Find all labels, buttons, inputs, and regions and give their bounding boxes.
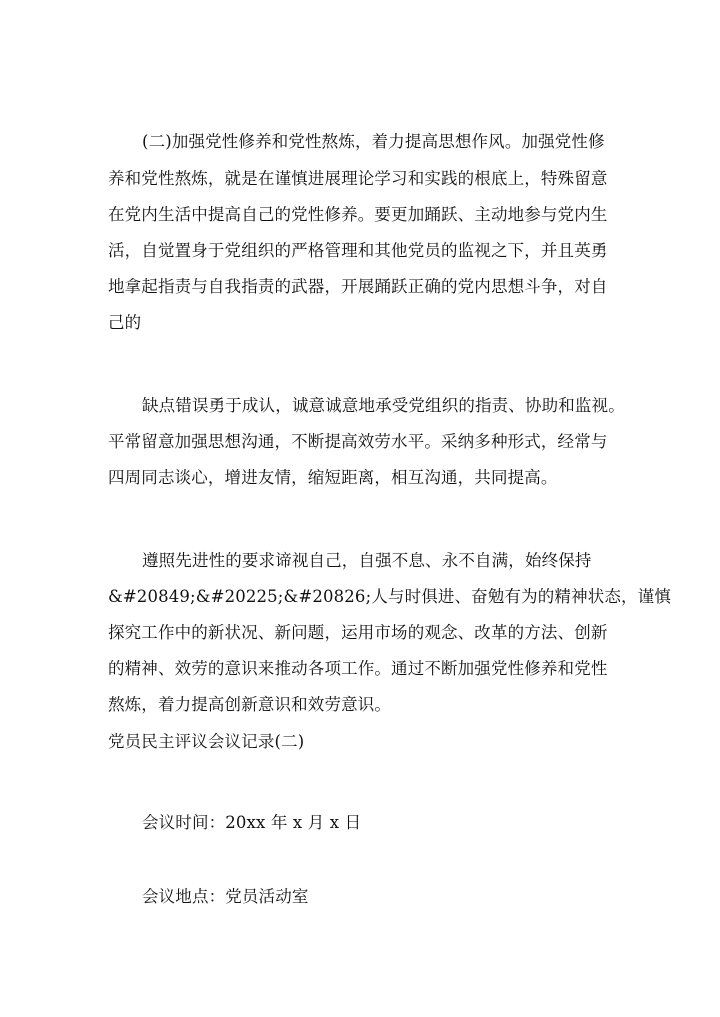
paragraph1-line-5: 地拿起指责与自我指责的武器，开展踊跃正确的党内思想斗争，对自 — [108, 277, 608, 296]
meeting-place: 会议地点：党员活动室 — [142, 887, 309, 906]
paragraph2-line-1: 缺点错误勇于成认，诚意诚意地承受党组织的指责、协助和监视。 — [142, 396, 625, 415]
paragraph3-line-2: &#20849;&#20225;&#20826;人与时俱进、奋勉有为的精神状态，谨慎 — [108, 587, 671, 606]
paragraph1-line-3: 在党内生活中提高自己的党性修养。要更加踊跃、主动地参与党内生 — [108, 205, 608, 224]
paragraph1-line-6: 己的 — [108, 313, 142, 332]
paragraph2-line-3: 四周同志谈心，增进友情，缩短距离，相互沟通，共同提高。 — [108, 468, 558, 487]
paragraph2-line-2: 平常留意加强思想沟通，不断提高效劳水平。采纳多种形式，经常与 — [108, 432, 608, 451]
paragraph3-line-5: 熬炼，着力提高创新意识和效劳意识。 — [108, 695, 392, 714]
paragraph3-line-4: 的精神、效劳的意识来推动各项工作。通过不断加强党性修养和党性 — [108, 659, 608, 678]
paragraph1-line-1: (二)加强党性修养和党性熬炼，着力提高思想作风。加强党性修 — [142, 132, 605, 151]
paragraph3-line-1: 遵照先进性的要求谛视自己，自强不息、永不自满，始终保持 — [142, 551, 592, 570]
paragraph3-line-3: 探究工作中的新状况、新问题，运用市场的观念、改革的方法、创新 — [108, 623, 608, 642]
paragraph1-line-2: 养和党性熬炼，就是在谨慎进展理论学习和实践的根底上，特殊留意 — [108, 169, 608, 188]
section-title: 党员民主评议会议记录(二) — [108, 732, 305, 751]
meeting-time: 会议时间：20xx 年 x 月 x 日 — [142, 813, 362, 832]
paragraph1-line-4: 活，自觉置身于党组织的严格管理和其他党员的监视之下，并且英勇 — [108, 241, 608, 260]
